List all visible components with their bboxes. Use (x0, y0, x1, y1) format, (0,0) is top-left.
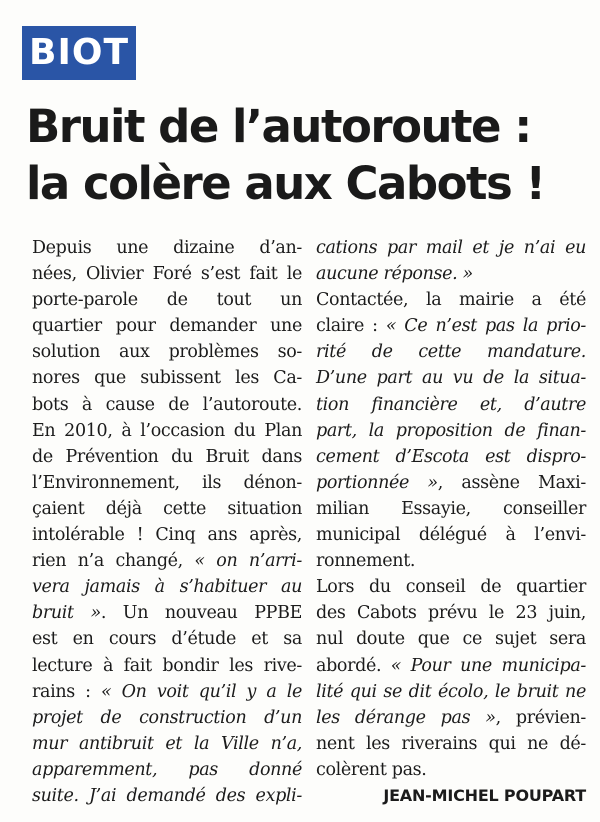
text-segment: lecture à fait bondir les rive- (32, 655, 302, 676)
text-line (32, 783, 302, 809)
text-line (316, 339, 586, 365)
text-line (32, 313, 302, 339)
text-line (316, 287, 586, 313)
text-segment: intolérable ! Cinq ans après, (32, 525, 302, 546)
text-line (316, 626, 586, 652)
text-segment: l’Environnement, ils dénon- (32, 472, 302, 493)
text-line (32, 574, 302, 600)
text-line (32, 679, 302, 705)
text-segment: nent les riverains qui ne dé- (316, 733, 586, 754)
text-segment: abordé. (316, 655, 391, 676)
text-line (316, 548, 586, 574)
text-line (32, 418, 302, 444)
quote-segment: « on n’arri- (194, 551, 302, 572)
text-segment: , prévien- (495, 707, 586, 728)
quote-segment: lité qui se dit écolo, le bruit ne (316, 681, 586, 702)
text-segment: , assène Maxi- (437, 472, 586, 493)
text-segment: nul doute que ce sujet sera (316, 629, 586, 650)
text-segment: Depuis une dizaine d’an- (32, 238, 302, 258)
text-line (316, 600, 586, 626)
text-line (32, 444, 302, 470)
text-line (316, 757, 586, 783)
quote-segment: « On voit qu’il y a le (101, 681, 302, 702)
text-line (316, 444, 586, 470)
article-column-right (316, 235, 586, 809)
headline-line-2: la colère aux Cabots ! (26, 157, 545, 210)
text-line (316, 313, 586, 339)
text-segment: çaient déjà cette situation (32, 498, 302, 519)
quote-segment: bruit » (32, 603, 101, 624)
text-segment: quartier pour demander une (32, 316, 302, 337)
text-line (32, 392, 302, 418)
text-line (316, 731, 586, 757)
text-line (316, 365, 586, 391)
article-column-left (32, 235, 302, 809)
text-line (316, 418, 586, 444)
text-line (32, 757, 302, 783)
quote-segment: part, la proposition de finan- (316, 420, 586, 441)
text-segment: . Un nouveau PPBE (100, 603, 303, 624)
text-segment: claire : (316, 316, 386, 337)
text-segment: solution aux problèmes so- (32, 342, 302, 363)
quote-segment: apparemment, pas donné (32, 759, 302, 780)
text-line (316, 392, 586, 418)
text-line (316, 235, 586, 261)
quote-segment: « Ce n’est pas la prio- (385, 316, 586, 337)
quote-segment: tion financière et, d’autre (316, 394, 586, 415)
text-segment: rien n’a changé, (32, 551, 195, 572)
text-line (32, 626, 302, 652)
text-line (316, 261, 586, 287)
text-line (32, 470, 302, 496)
quote-segment: mur antibruit et la Ville n’a, (32, 733, 302, 754)
text-segment: des Cabots prévu le 23 juin, (316, 603, 586, 624)
headline-line-1: Bruit de l’autoroute : (26, 100, 531, 153)
quote-segment: aucune réponse. » (316, 264, 473, 285)
headline (26, 98, 586, 212)
text-line (32, 522, 302, 548)
text-line (32, 548, 302, 574)
text-segment: de Prévention du Bruit dans (32, 446, 302, 467)
text-line (32, 287, 302, 313)
text-line (32, 339, 302, 365)
quote-segment: projet de construction d’un (32, 707, 302, 728)
text-segment: est en cours d’étude et sa (32, 629, 302, 650)
text-line (32, 365, 302, 391)
text-segment: nores que subissent les Ca- (32, 368, 302, 389)
text-line (316, 653, 586, 679)
text-line (316, 522, 586, 548)
text-line (32, 235, 302, 261)
quote-segment: les dérange pas » (316, 707, 496, 728)
text-segment: Lors du conseil de quartier (316, 577, 586, 598)
text-line (32, 261, 302, 287)
quote-segment: rité de cette mandature. (316, 342, 586, 363)
quote-segment: portionnée » (316, 472, 438, 493)
quote-segment: cations par mail et je n’ai eu (316, 238, 586, 258)
text-line (32, 731, 302, 757)
text-segment: porte-parole de tout un (32, 290, 302, 311)
text-segment: Contactée, la mairie a été (316, 290, 586, 311)
text-line (316, 496, 586, 522)
section-tag: BIOT (22, 26, 136, 80)
text-segment: milian Essayie, conseiller (316, 498, 586, 519)
text-segment: En 2010, à l’occasion du Plan (32, 420, 302, 441)
text-segment: rains : (32, 681, 102, 702)
quote-segment: cement d’Escota est dispro- (316, 446, 586, 467)
quote-segment: « Pour une municipa- (390, 655, 586, 676)
text-segment: nées, Olivier Foré s’est fait le (32, 264, 302, 285)
text-line (32, 600, 302, 626)
quote-segment: vera jamais à s’habituer au (32, 577, 302, 598)
text-line (32, 653, 302, 679)
byline-line (316, 783, 586, 809)
text-line (32, 705, 302, 731)
text-segment: bots à cause de l’autoroute. (32, 394, 302, 415)
text-segment: ronnement. (316, 551, 416, 572)
text-line (316, 679, 586, 705)
quote-segment: D’une part au vu de la situa- (316, 368, 586, 389)
text-segment: colèrent pas. (316, 759, 427, 780)
text-line (316, 705, 586, 731)
text-line (316, 470, 586, 496)
text-line (32, 496, 302, 522)
text-line (316, 574, 586, 600)
quote-segment: suite. J’ai demandé des expli- (32, 785, 302, 806)
author-byline: JEAN-MICHEL POUPART (383, 785, 586, 805)
text-segment: municipal délégué à l’envi- (316, 525, 586, 546)
